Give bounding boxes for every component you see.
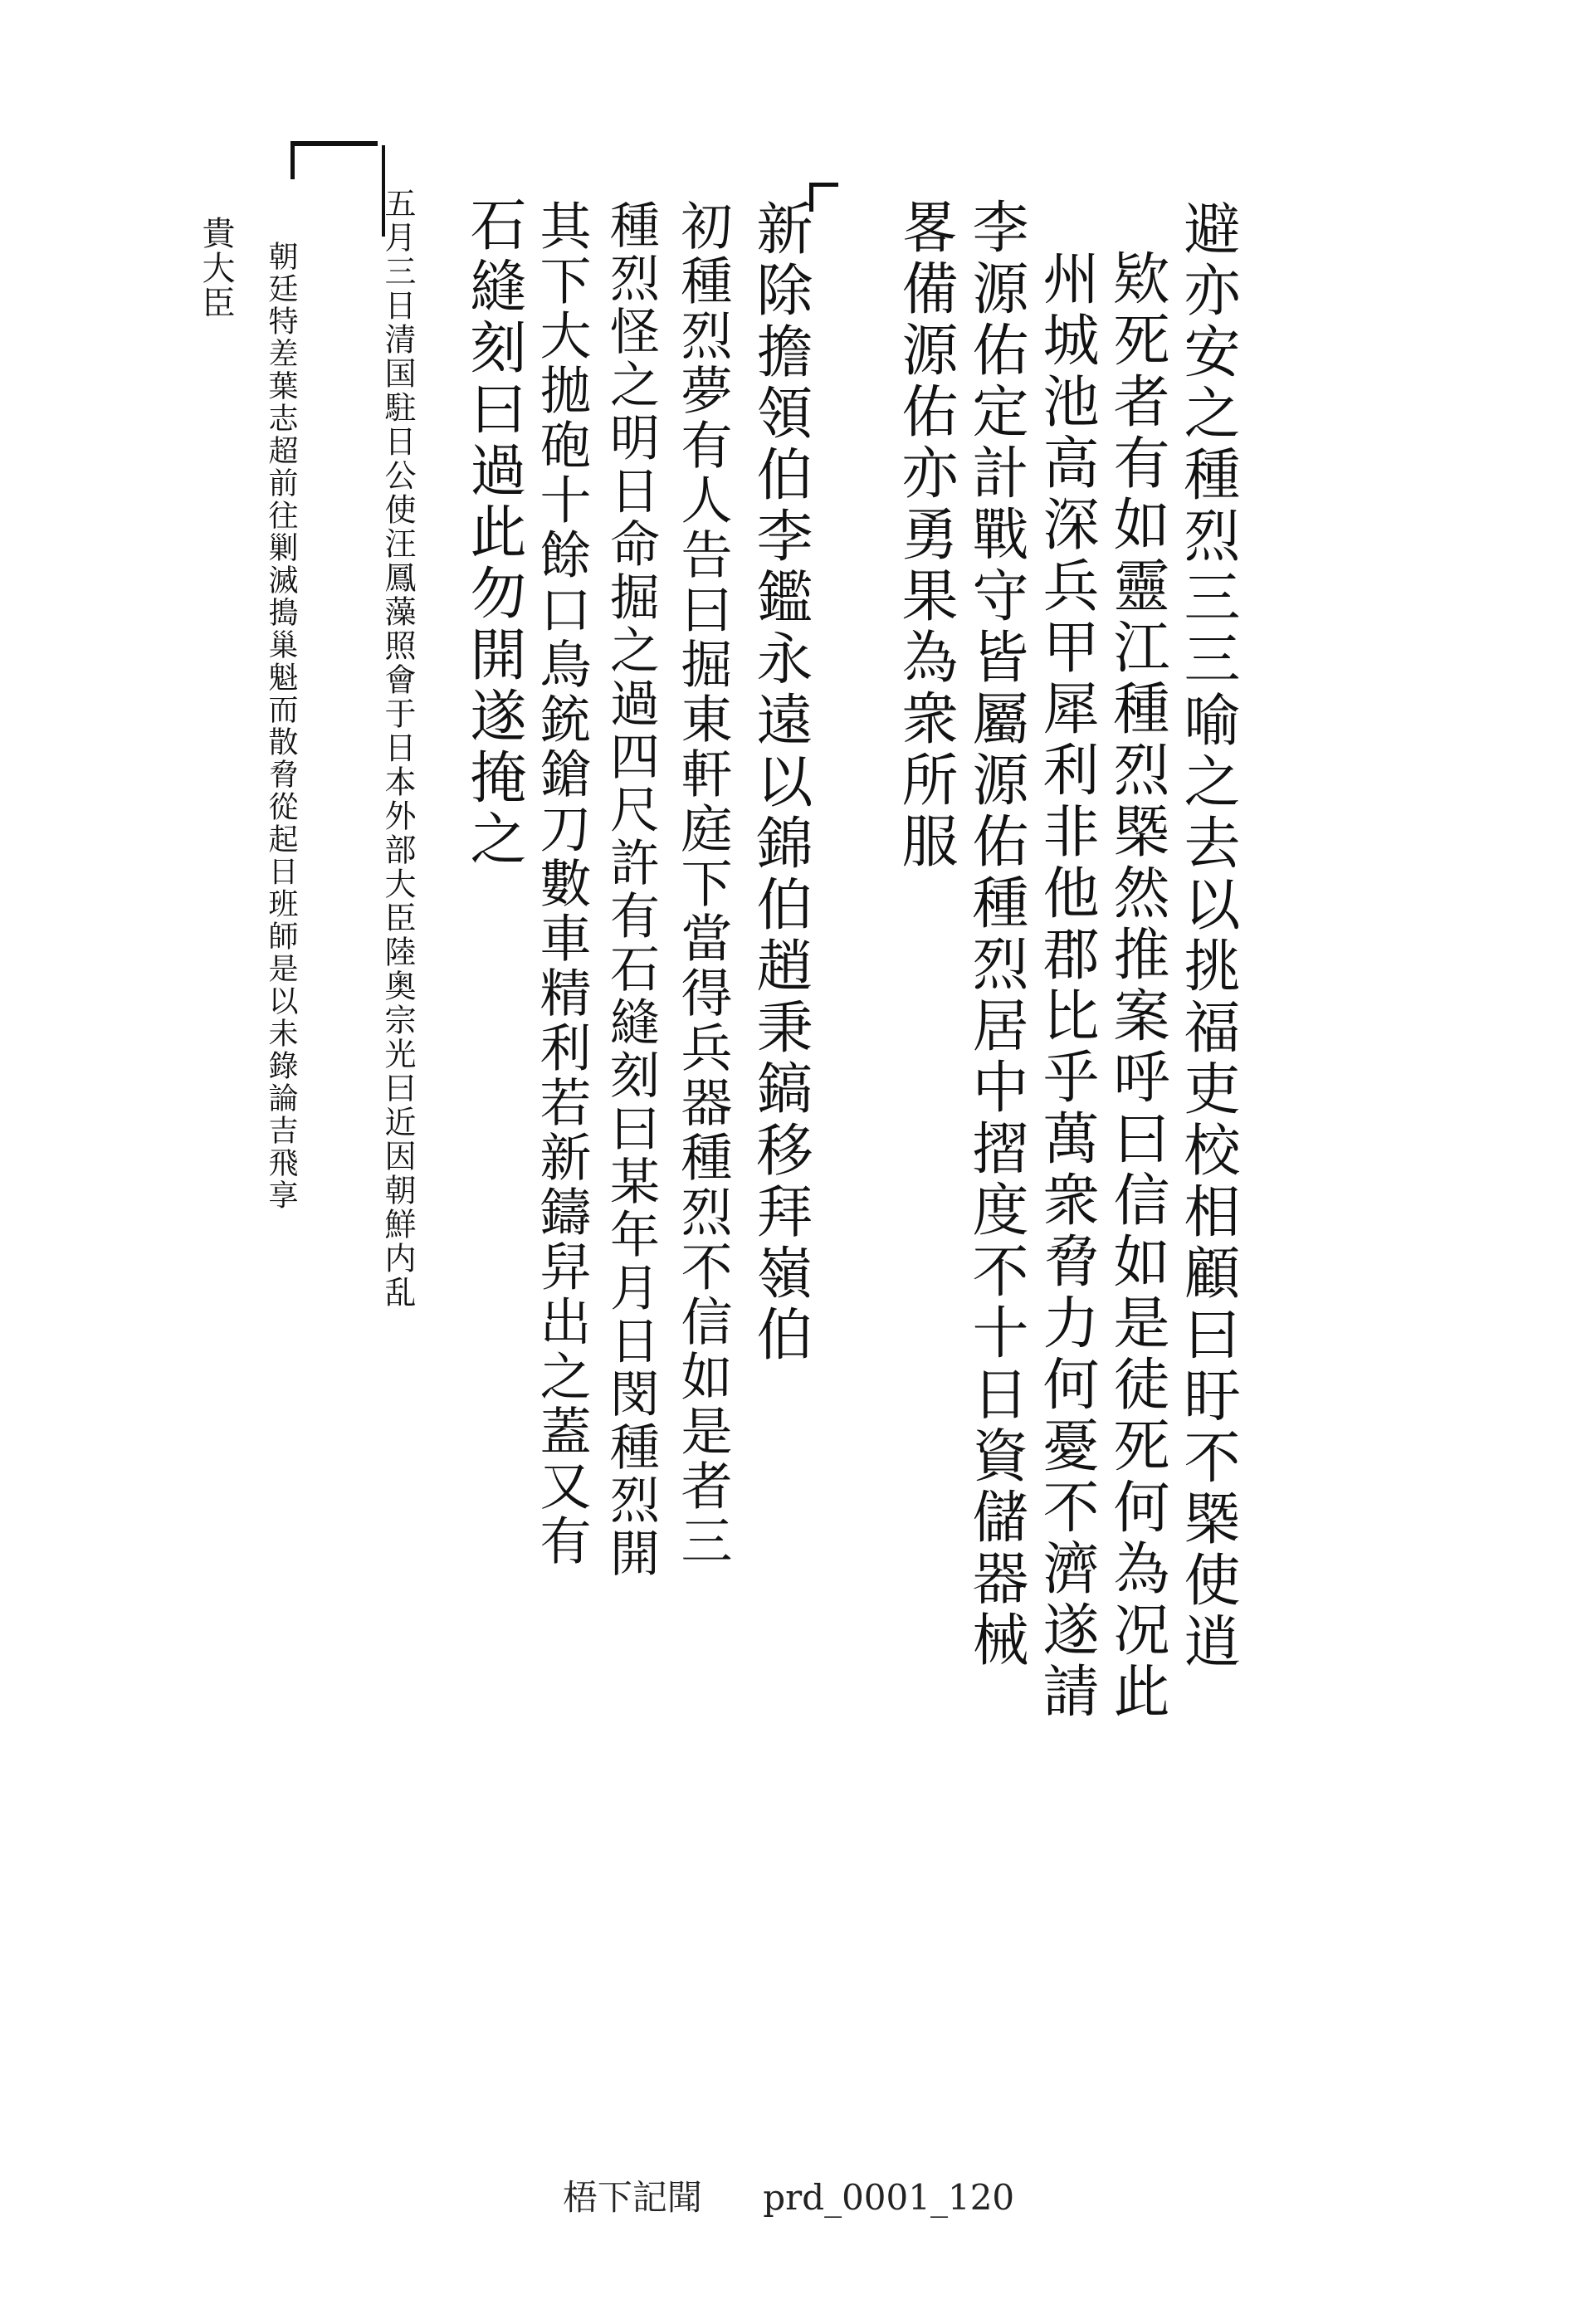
text-column-2: 欵死者有如靈江種烈槩然推案呼曰信如是徒死何為况此 [1104,249,1169,1723]
text-column-10: 石縫刻曰過此勿開遂掩之 [461,195,526,871]
text-column-9: 其下大拋砲十餘口鳥銃鎗刀數車精利若新鑄舁出之蓋又有 [531,199,592,1569]
page-identifier: prd_0001_120 [763,2177,1015,2218]
section-bracket-mark-top [290,141,378,179]
text-column-12: 朝廷特差葉志超前往剿滅搗巢魁而散脅從起日班師是以未錄論吉飛享 [264,241,298,1212]
text-column-8: 種烈怪之明日命掘之過四尺許有石縫刻曰某年月日閔種烈開 [602,199,660,1580]
text-column-1: 避亦安之種烈三三喻之去以挑福吏校相顧曰盱不槩使逍 [1174,199,1240,1673]
text-column-11: 五月三日清国駐日公使汪鳳藻照會于日本外部大臣陸奥宗光曰近因朝鮮内乱 [379,187,416,1310]
text-column-6: 新除擔領伯李鑑永遠以錦伯趙秉鎬移拜嶺伯 [747,199,813,1366]
text-column-4: 李源佑定計戰守皆屬源佑種烈居中摺度不十日資儲器械 [963,198,1028,1672]
text-column-5: 畧備源佑亦勇果為衆所服 [892,198,958,873]
section-bracket-mark [809,183,838,212]
text-column-13: 貴大臣 [197,216,235,320]
text-column-3: 州城池高深兵甲犀利非他郡比乎萬衆脅力何憂不濟遂請 [1033,249,1099,1723]
page-footer [0,2170,1577,2220]
book-title: 梧下記聞 [562,2177,702,2218]
text-column-7: 初種烈夢有人告曰掘東軒庭下當得兵器種烈不信如是者三 [672,199,733,1569]
